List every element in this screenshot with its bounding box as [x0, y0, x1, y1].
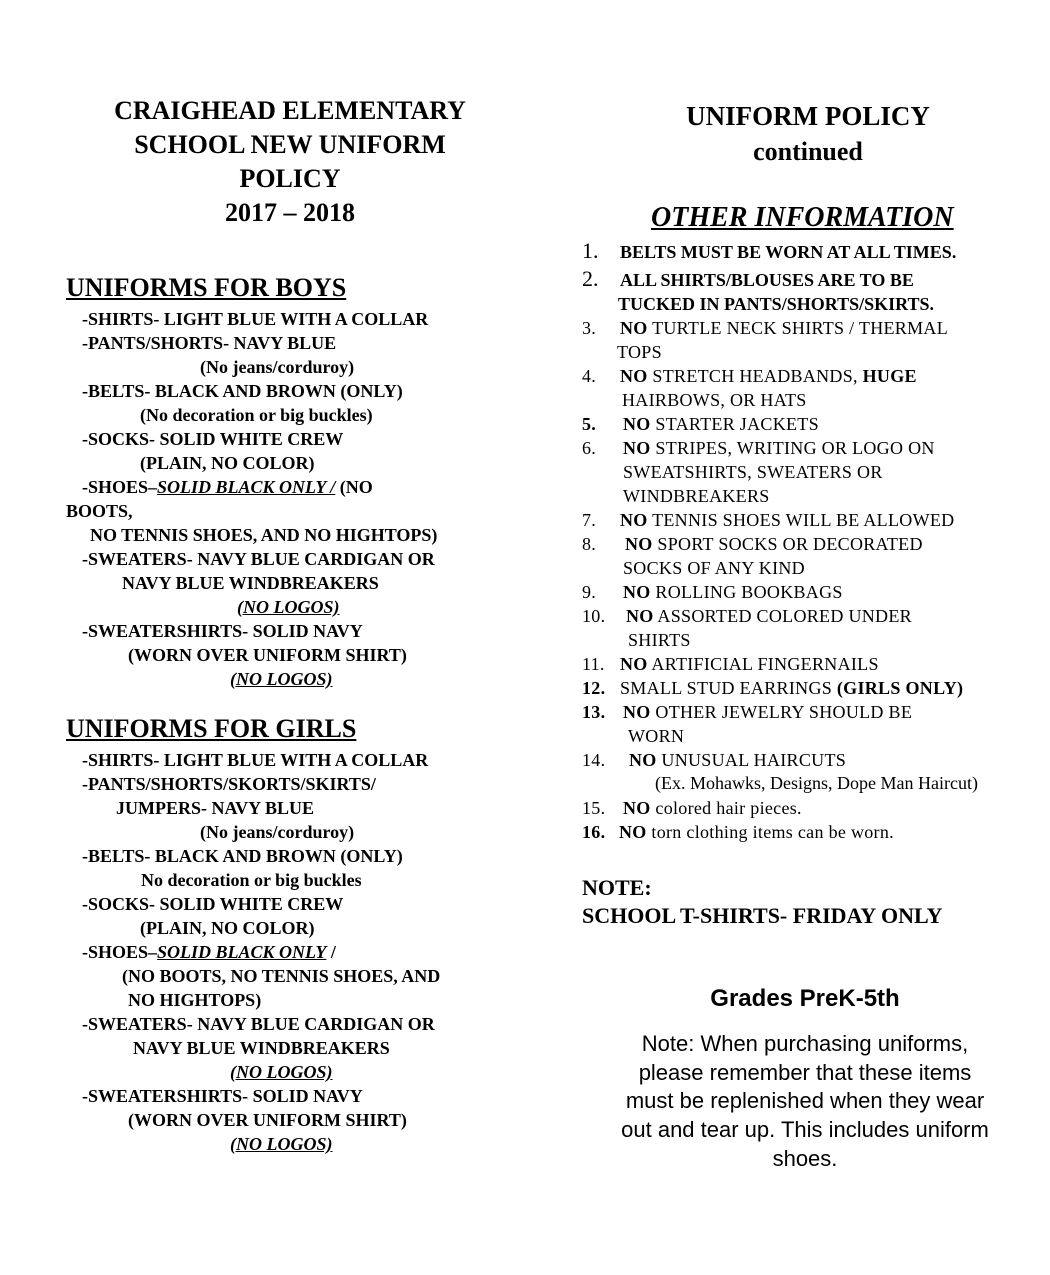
rule-body: ROLLING BOOKBAGS — [650, 582, 843, 602]
boys-sweatershirts-note: (NO LOGOS) — [230, 669, 333, 689]
girls-belts: -BELTS- BLACK AND BROWN (ONLY) — [82, 846, 403, 866]
title-line: SCHOOL NEW UNIFORM — [134, 130, 446, 159]
girls-sweaters: -SWEATERS- NAVY BLUE CARDIGAN OR — [82, 1014, 435, 1034]
rule-no: NO — [620, 510, 648, 530]
rule-text: TUCKED IN PANTS/SHORTS/SKIRTS. — [618, 294, 934, 314]
rule-body: SMALL STUD EARRINGS — [620, 678, 837, 698]
rule-number: 3. — [582, 318, 597, 338]
rule-no: NO — [620, 318, 648, 338]
other-information-heading: OTHER INFORMATION — [651, 202, 954, 233]
rule-body: TENNIS SHOES WILL BE ALLOWED — [647, 510, 955, 530]
title-line: POLICY — [239, 164, 341, 193]
rule-text — [620, 654, 879, 675]
girls-sweatershirts-line2: (WORN OVER UNIFORM SHIRT) — [128, 1110, 407, 1130]
rule-text — [619, 822, 894, 843]
rule-text — [629, 750, 846, 771]
rule-number: 14. — [582, 750, 606, 770]
title-line: CRAIGHEAD ELEMENTARY — [114, 96, 466, 125]
boys-pants-note: (No jeans/corduroy) — [200, 357, 355, 377]
girls-shoes-line2: (NO BOOTS, NO TENNIS SHOES, AND — [122, 966, 441, 986]
girls-pants-note: (No jeans/corduroy) — [200, 822, 355, 842]
rule-no: NO — [619, 822, 647, 842]
rule-text — [623, 702, 912, 723]
girls-socks: -SOCKS- SOLID WHITE CREW — [82, 894, 344, 914]
rule-no: NO — [623, 582, 651, 602]
boys-sweatershirts-line2: (WORN OVER UNIFORM SHIRT) — [128, 645, 407, 665]
rule-number: 13. — [582, 702, 606, 722]
rule-text — [620, 510, 954, 531]
rule-number: 15. — [582, 798, 606, 818]
rule-no: NO — [626, 606, 654, 626]
boys-socks: -SOCKS- SOLID WHITE CREW — [82, 429, 344, 449]
rule-no: NO — [623, 414, 651, 434]
girls-shoes — [82, 942, 336, 963]
rule-huge: HUGE — [862, 366, 917, 386]
rule-girls-only: (GIRLS ONLY) — [836, 678, 964, 698]
boys-sweatershirts: -SWEATERSHIRTS- SOLID NAVY — [82, 621, 363, 641]
note-label: NOTE: — [582, 875, 652, 900]
rule-text: TOPS — [617, 342, 662, 362]
boys-shoes-suffix: (NO — [335, 477, 373, 497]
boys-belts-note: (No decoration or big buckles) — [140, 405, 373, 425]
rule-text — [623, 438, 935, 459]
boys-shoes-emphasis: SOLID BLACK ONLY / — [157, 477, 336, 497]
rule-no: NO — [620, 654, 648, 674]
rule-number: 16. — [582, 822, 606, 842]
rule-number: 4. — [582, 366, 597, 386]
rule-text — [620, 366, 917, 387]
rule-text — [625, 534, 923, 555]
rule-text — [620, 678, 963, 699]
rule-no: NO — [629, 750, 657, 770]
rule-number: 5. — [582, 414, 597, 434]
girls-sweaters-note: (NO LOGOS) — [230, 1062, 333, 1082]
rule-text: ALL SHIRTS/BLOUSES ARE TO BE — [620, 270, 914, 290]
grades-heading: Grades PreK-5th — [710, 985, 900, 1012]
rule-body: colored hair pieces. — [650, 798, 802, 818]
rule-body: STRETCH HEADBANDS, — [647, 366, 863, 386]
rule-body: TURTLE NECK SHIRTS / THERMAL — [647, 318, 948, 338]
boys-sweaters-line2: NAVY BLUE WINDBREAKERS — [122, 573, 379, 593]
rule-text: (Ex. Mohawks, Designs, Dope Man Haircut) — [655, 773, 978, 793]
purchase-note-line: Note: When purchasing uniforms, — [641, 1031, 969, 1056]
boys-sweaters-note: (NO LOGOS) — [237, 597, 340, 617]
girls-heading: UNIFORMS FOR GIRLS — [66, 714, 357, 743]
girls-shoes-suffix: / — [326, 942, 336, 962]
rule-body: ASSORTED COLORED UNDER — [653, 606, 912, 626]
rule-no: NO — [623, 438, 651, 458]
girls-sweatershirts: -SWEATERSHIRTS- SOLID NAVY — [82, 1086, 363, 1106]
rule-body: UNUSUAL HAIRCUTS — [656, 750, 847, 770]
rule-number: 6. — [582, 438, 597, 458]
rule-text: WINDBREAKERS — [623, 486, 770, 506]
girls-shoes-line3: NO HIGHTOPS) — [128, 990, 262, 1010]
boys-shoes-line2: BOOTS, — [66, 501, 133, 521]
rule-text: WORN — [628, 726, 685, 746]
rule-body: SPORT SOCKS OR DECORATED — [652, 534, 923, 554]
note-text: SCHOOL T-SHIRTS- FRIDAY ONLY — [582, 903, 943, 928]
girls-shoes-label: -SHOES– — [82, 942, 158, 962]
rule-no: NO — [623, 702, 651, 722]
boys-shirts: -SHIRTS- LIGHT BLUE WITH A COLLAR — [82, 309, 429, 329]
continued-subtitle: continued — [753, 137, 863, 166]
girls-shoes-emphasis: SOLID BLACK ONLY — [157, 942, 327, 962]
rule-number: 12. — [582, 678, 606, 698]
rule-body: torn clothing items can be worn. — [646, 822, 894, 842]
purchase-note-line: please remember that these items — [638, 1060, 972, 1085]
girls-shirts: -SHIRTS- LIGHT BLUE WITH A COLLAR — [82, 750, 429, 770]
boys-socks-note: (PLAIN, NO COLOR) — [140, 453, 315, 473]
rule-number: 11. — [582, 654, 605, 674]
girls-socks-note: (PLAIN, NO COLOR) — [140, 918, 315, 938]
boys-pants: -PANTS/SHORTS- NAVY BLUE — [82, 333, 337, 353]
boys-shoes — [82, 477, 373, 498]
rule-number: 2. — [582, 266, 599, 291]
rule-number: 9. — [582, 582, 597, 602]
rule-text — [623, 414, 819, 435]
rule-body: ARTIFICIAL FINGERNAILS — [647, 654, 879, 674]
purchase-note-line: out and tear up. This includes uniform — [621, 1117, 989, 1142]
rule-number: 7. — [582, 510, 597, 530]
rule-number: 8. — [582, 534, 597, 554]
continued-title: UNIFORM POLICY — [686, 101, 930, 131]
rule-no: NO — [625, 534, 653, 554]
girls-sweaters-line2: NAVY BLUE WINDBREAKERS — [133, 1038, 390, 1058]
girls-pants-line2: JUMPERS- NAVY BLUE — [116, 798, 315, 818]
boys-heading: UNIFORMS FOR BOYS — [66, 273, 347, 302]
rule-text: HAIRBOWS, OR HATS — [622, 390, 807, 410]
boys-sweaters: -SWEATERS- NAVY BLUE CARDIGAN OR — [82, 549, 435, 569]
rule-body: STARTER JACKETS — [650, 414, 819, 434]
purchase-note-line: shoes. — [772, 1146, 838, 1171]
title-line: 2017 – 2018 — [225, 198, 355, 227]
rule-text — [620, 318, 948, 339]
rule-text — [623, 582, 843, 603]
rule-body: OTHER JEWELRY SHOULD BE — [650, 702, 913, 722]
rule-number: 10. — [582, 606, 606, 626]
boys-shoes-label: -SHOES– — [82, 477, 158, 497]
girls-belts-note: No decoration or big buckles — [141, 870, 362, 890]
rule-text: BELTS MUST BE WORN AT ALL TIMES. — [620, 242, 957, 262]
rule-number: 1. — [582, 238, 599, 263]
rule-body: STRIPES, WRITING OR LOGO ON — [650, 438, 935, 458]
boys-shoes-line3: NO TENNIS SHOES, AND NO HIGHTOPS) — [90, 525, 438, 545]
girls-pants: -PANTS/SHORTS/SKORTS/SKIRTS/ — [82, 774, 376, 794]
rule-text: SWEATSHIRTS, SWEATERS OR — [623, 462, 883, 482]
boys-belts: -BELTS- BLACK AND BROWN (ONLY) — [82, 381, 403, 401]
purchase-note-line: must be replenished when they wear — [625, 1088, 985, 1113]
rule-no: NO — [620, 366, 648, 386]
girls-sweatershirts-note: (NO LOGOS) — [230, 1134, 333, 1154]
rule-text: SHIRTS — [628, 630, 691, 650]
rule-text: SOCKS OF ANY KIND — [623, 558, 805, 578]
rule-text — [626, 606, 912, 627]
rule-no: NO — [623, 798, 651, 818]
rule-text — [623, 798, 802, 819]
